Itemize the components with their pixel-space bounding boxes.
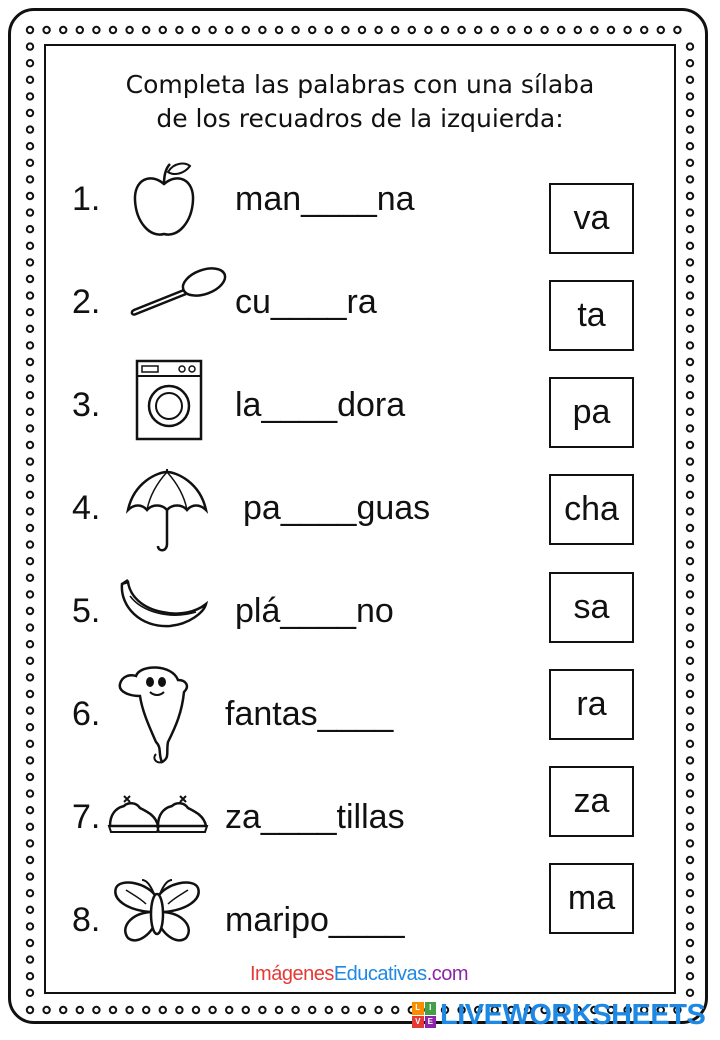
- border-dot: [27, 458, 33, 464]
- border-dot: [27, 873, 33, 879]
- border-dot: [359, 27, 365, 33]
- border-dot: [27, 442, 33, 448]
- spoon-icon: [126, 262, 230, 318]
- border-dot: [687, 956, 693, 962]
- border-dot: [425, 27, 431, 33]
- border-dot: [558, 27, 564, 33]
- syllable-box-za[interactable]: za: [549, 766, 634, 837]
- border-dot: [687, 807, 693, 813]
- border-dot: [687, 243, 693, 249]
- border-dot: [27, 591, 33, 597]
- incomplete-word-5: plá____no: [235, 592, 394, 630]
- border-dot: [687, 674, 693, 680]
- ghost-icon: [116, 662, 194, 770]
- border-dot: [27, 492, 33, 498]
- border-dot: [93, 1007, 99, 1013]
- border-dot: [60, 1007, 66, 1013]
- border-dot: [375, 27, 381, 33]
- border-dot: [176, 27, 182, 33]
- border-dot: [110, 27, 116, 33]
- border-dot: [687, 160, 693, 166]
- border-dot: [687, 591, 693, 597]
- border-dot: [608, 27, 614, 33]
- border-dot: [687, 724, 693, 730]
- border-dot: [27, 409, 33, 415]
- border-dot: [126, 27, 132, 33]
- border-dot: [687, 525, 693, 531]
- syllable-box-sa[interactable]: sa: [549, 572, 634, 643]
- border-dot: [27, 741, 33, 747]
- border-dot: [126, 1007, 132, 1013]
- instructions: [60, 68, 660, 136]
- border-dot: [687, 226, 693, 232]
- border-dot: [27, 973, 33, 979]
- border-dot: [77, 1007, 83, 1013]
- border-dot: [27, 209, 33, 215]
- border-dot: [687, 774, 693, 780]
- border-dot: [687, 907, 693, 913]
- border-dot: [575, 27, 581, 33]
- incomplete-word-2: cu____ra: [235, 283, 377, 321]
- border-dot: [27, 674, 33, 680]
- border-dot: [43, 27, 49, 33]
- border-dot: [624, 27, 630, 33]
- border-dot: [687, 77, 693, 83]
- border-dot: [342, 1007, 348, 1013]
- border-dot: [687, 840, 693, 846]
- border-dot: [27, 110, 33, 116]
- border-dot: [687, 43, 693, 49]
- border-dot: [27, 658, 33, 664]
- item-number-7: 7.: [72, 798, 101, 836]
- border-dot: [375, 1007, 381, 1013]
- border-dot: [27, 193, 33, 199]
- border-dot: [27, 259, 33, 265]
- washing-machine-icon: [134, 358, 204, 442]
- border-dot: [226, 1007, 232, 1013]
- border-dot: [409, 27, 415, 33]
- border-dot: [687, 309, 693, 315]
- border-dot: [243, 27, 249, 33]
- border-dot: [687, 442, 693, 448]
- border-dot: [27, 641, 33, 647]
- border-dot: [687, 575, 693, 581]
- item-number-3: 3.: [72, 386, 101, 424]
- border-dot: [27, 475, 33, 481]
- border-dot: [193, 1007, 199, 1013]
- border-dot: [687, 292, 693, 298]
- border-dot: [27, 508, 33, 514]
- border-dot: [27, 840, 33, 846]
- border-dot: [687, 193, 693, 199]
- border-dot: [687, 741, 693, 747]
- border-dot: [27, 126, 33, 132]
- border-dot: [687, 259, 693, 265]
- border-dot: [392, 27, 398, 33]
- sneakers-icon: [106, 792, 210, 836]
- border-dot: [27, 43, 33, 49]
- border-dot: [591, 27, 597, 33]
- border-dot: [27, 160, 33, 166]
- border-dot: [687, 176, 693, 182]
- border-dot: [243, 1007, 249, 1013]
- syllable-box-ra[interactable]: ra: [549, 669, 634, 740]
- border-dot: [687, 757, 693, 763]
- border-dot: [27, 757, 33, 763]
- syllable-box-va[interactable]: va: [549, 183, 634, 254]
- border-dot: [27, 392, 33, 398]
- border-dot: [309, 1007, 315, 1013]
- instructions-line-2: de los recuadros de la izquierda:: [156, 104, 564, 133]
- border-dot: [27, 243, 33, 249]
- border-dot: [193, 27, 199, 33]
- item-number-4: 4.: [72, 489, 101, 527]
- border-dot: [687, 824, 693, 830]
- border-dot: [687, 60, 693, 66]
- incomplete-word-3: la____dora: [235, 386, 406, 424]
- border-dot: [276, 1007, 282, 1013]
- border-dot: [209, 27, 215, 33]
- brand-name: LIVEWORKSHEETS: [440, 998, 706, 1031]
- credit-text: [250, 963, 468, 986]
- border-dot: [27, 907, 33, 913]
- border-dot: [27, 425, 33, 431]
- border-dot: [160, 27, 166, 33]
- incomplete-word-8: maripo____: [225, 901, 405, 939]
- banana-icon: [116, 576, 210, 634]
- border-dot: [326, 27, 332, 33]
- logo-letter: L: [412, 1002, 424, 1015]
- border-dot: [77, 27, 83, 33]
- border-dot: [209, 1007, 215, 1013]
- border-dot: [27, 525, 33, 531]
- incomplete-word-4: pa____guas: [243, 489, 431, 527]
- border-dot: [392, 1007, 398, 1013]
- border-dot: [687, 973, 693, 979]
- incomplete-word-1: man____na: [235, 180, 415, 218]
- border-dot: [687, 409, 693, 415]
- border-dot: [160, 1007, 166, 1013]
- border-dot: [687, 508, 693, 514]
- logo-letter: I: [425, 1002, 437, 1015]
- border-dot: [93, 27, 99, 33]
- syllable-box-pa[interactable]: pa: [549, 377, 634, 448]
- border-dot: [687, 475, 693, 481]
- syllable-box-ma[interactable]: ma: [549, 863, 634, 934]
- border-dot: [27, 940, 33, 946]
- border-dot: [525, 27, 531, 33]
- border-dot: [27, 990, 33, 996]
- border-dot: [687, 790, 693, 796]
- border-dot: [292, 1007, 298, 1013]
- border-dot: [27, 60, 33, 66]
- border-dot: [43, 1007, 49, 1013]
- border-dot: [27, 1007, 33, 1013]
- border-dot: [292, 27, 298, 33]
- border-dot: [442, 27, 448, 33]
- border-dot: [687, 923, 693, 929]
- border-dot: [687, 209, 693, 215]
- border-dot: [27, 774, 33, 780]
- liveworksheets-brand[interactable]: [412, 998, 705, 1032]
- syllable-box-ta[interactable]: ta: [549, 280, 634, 351]
- border-dot: [27, 143, 33, 149]
- border-dot: [27, 276, 33, 282]
- border-dot: [508, 27, 514, 33]
- border-dot: [27, 575, 33, 581]
- border-dot: [27, 807, 33, 813]
- border-dot: [492, 27, 498, 33]
- border-dot: [541, 27, 547, 33]
- border-dot: [143, 1007, 149, 1013]
- border-dot: [687, 707, 693, 713]
- border-dot: [27, 326, 33, 332]
- border-dot: [27, 342, 33, 348]
- border-dot: [27, 359, 33, 365]
- border-dot: [259, 27, 265, 33]
- border-dot: [27, 857, 33, 863]
- credit-part-1: Imágenes: [250, 963, 334, 985]
- logo-letter: E: [425, 1016, 437, 1029]
- item-number-2: 2.: [72, 283, 101, 321]
- border-dot: [687, 608, 693, 614]
- apple-icon: [128, 158, 200, 242]
- border-dot: [687, 359, 693, 365]
- border-dot: [687, 392, 693, 398]
- border-dot: [27, 890, 33, 896]
- border-dot: [27, 790, 33, 796]
- border-dot: [27, 176, 33, 182]
- border-dot: [687, 375, 693, 381]
- border-dot: [27, 608, 33, 614]
- border-dot: [60, 27, 66, 33]
- border-dot: [687, 990, 693, 996]
- border-dot: [27, 292, 33, 298]
- border-dot: [276, 27, 282, 33]
- item-number-6: 6.: [72, 695, 101, 733]
- border-dot: [687, 425, 693, 431]
- border-dot: [27, 375, 33, 381]
- border-dot: [687, 873, 693, 879]
- border-dot: [27, 226, 33, 232]
- item-number-5: 5.: [72, 592, 101, 630]
- border-dot: [687, 558, 693, 564]
- border-dot: [27, 691, 33, 697]
- border-dot: [27, 707, 33, 713]
- border-dot: [259, 1007, 265, 1013]
- border-dot: [27, 923, 33, 929]
- incomplete-word-6: fantas____: [225, 695, 394, 733]
- border-dot: [27, 93, 33, 99]
- butterfly-icon: [110, 876, 204, 946]
- border-dot: [687, 143, 693, 149]
- border-dot: [27, 558, 33, 564]
- instructions-line-1: Completa las palabras con una sílaba: [125, 70, 595, 99]
- border-dot: [687, 940, 693, 946]
- credit-part-3: .com: [426, 963, 469, 985]
- border-dot: [226, 27, 232, 33]
- border-dot: [27, 541, 33, 547]
- border-dot: [687, 458, 693, 464]
- border-dot: [687, 492, 693, 498]
- logo-letter: V: [412, 1016, 424, 1029]
- border-dot: [27, 624, 33, 630]
- border-dot: [674, 27, 680, 33]
- border-dot: [687, 857, 693, 863]
- border-dot: [27, 824, 33, 830]
- border-dot: [143, 27, 149, 33]
- border-dot: [687, 93, 693, 99]
- incomplete-word-7: za____tillas: [225, 798, 405, 836]
- credit-part-2: Educativas: [333, 963, 427, 985]
- liveworksheets-logo-icon: [412, 1002, 436, 1028]
- border-dot: [110, 1007, 116, 1013]
- border-dot: [687, 342, 693, 348]
- border-dot: [687, 658, 693, 664]
- item-number-1: 1.: [72, 180, 101, 218]
- border-dot: [27, 309, 33, 315]
- border-dot: [359, 1007, 365, 1013]
- border-dot: [27, 724, 33, 730]
- border-dot: [309, 27, 315, 33]
- border-dot: [342, 27, 348, 33]
- border-dot: [687, 691, 693, 697]
- border-dot: [687, 110, 693, 116]
- border-dot: [687, 890, 693, 896]
- syllable-box-cha[interactable]: cha: [549, 474, 634, 545]
- item-number-8: 8.: [72, 901, 101, 939]
- border-dot: [687, 541, 693, 547]
- border-dot: [27, 77, 33, 83]
- border-dot: [326, 1007, 332, 1013]
- border-dot: [687, 326, 693, 332]
- border-dot: [687, 624, 693, 630]
- border-dot: [687, 276, 693, 282]
- border-dot: [475, 27, 481, 33]
- border-dot: [687, 641, 693, 647]
- border-dot: [687, 126, 693, 132]
- umbrella-icon: [124, 468, 210, 556]
- border-dot: [27, 956, 33, 962]
- border-dot: [176, 1007, 182, 1013]
- border-dot: [641, 27, 647, 33]
- border-dot: [458, 27, 464, 33]
- border-dot: [658, 27, 664, 33]
- border-dot: [27, 27, 33, 33]
